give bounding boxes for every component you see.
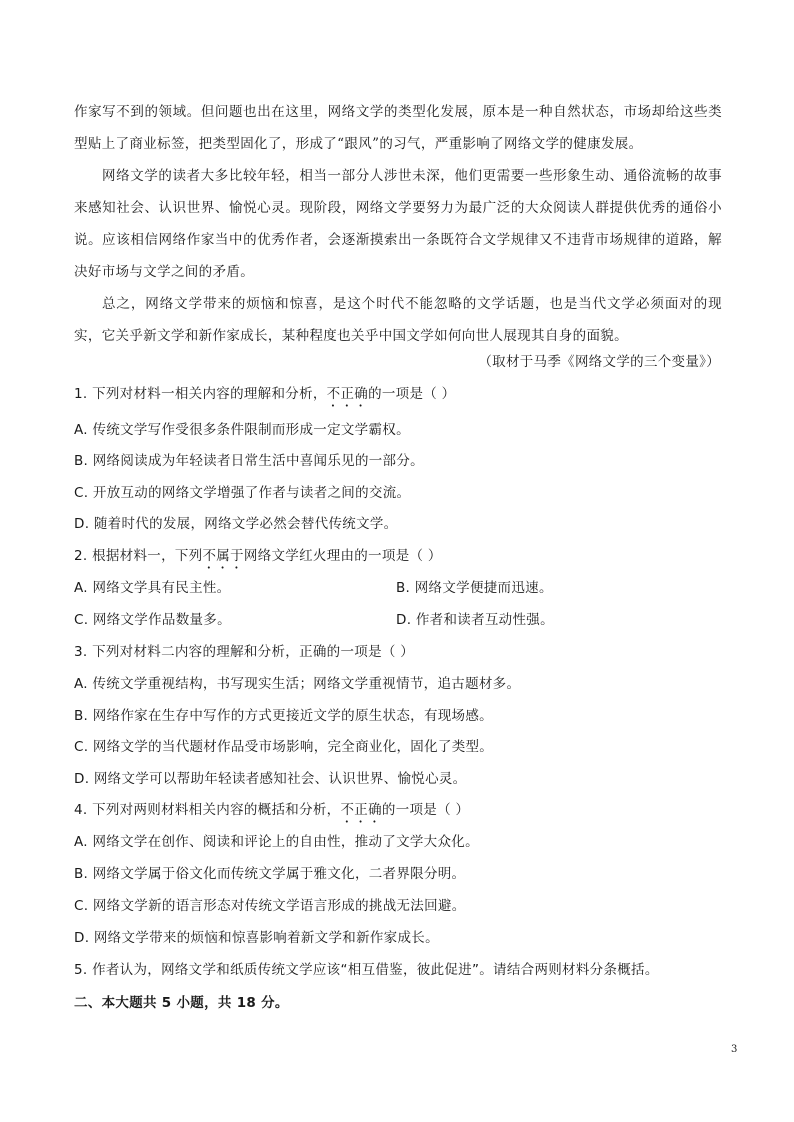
passage-line: 说。应该相信网络作家当中的优秀作者，会逐渐摸索出一条既符合文学规律又不违背市场规律的道路，解 (74, 232, 722, 248)
passage-line: 作家写不到的领域。但问题也出在这里，网络文学的类型化发展，原本是一种自然状态，市场却给这些类 (74, 104, 722, 120)
question-4-option-b: B. 网络文学属于俗文化而传统文学属于雅文化，二者界限分明。 (74, 866, 466, 882)
question-text: 2. 根据材料一，下列 (74, 548, 203, 564)
question-4-stem (74, 800, 734, 820)
question-2-option-b: B. 网络文学便捷而迅速。 (396, 580, 553, 596)
question-5-stem: 5. 作者认为，网络文学和纸质传统文学应该“相互借鉴，彼此促进”。请结合两则材料分条概括。 (74, 962, 659, 978)
emphasis-text: 不属于 (202, 548, 244, 564)
passage-line: 网络文学的读者大多比较年轻，相当一部分人涉世未深，他们更需要一些形象生动、通俗流畅的故事 (102, 168, 722, 184)
question-3-option-c: C. 网络文学的当代题材作品受市场影响，完全商业化，固化了类型。 (74, 739, 494, 755)
passage-line: 来感知社会、认识世界、愉悦心灵。现阶段，网络文学要努力为最广泛的大众阅读人群提供优秀的通俗小 (74, 200, 722, 216)
question-4-option-d: D. 网络文学带来的烦恼和惊喜影响着新文学和新作家成长。 (74, 930, 439, 946)
question-2-option-d: D. 作者和读者互动性强。 (396, 612, 554, 628)
question-3-option-b: B. 网络作家在生存中写作的方式更接近文学的原生状态，有现场感。 (74, 708, 493, 724)
passage-paragraph-2 (74, 160, 722, 288)
question-2-stem (74, 546, 734, 566)
question-text: 网络文学红火理由的一项是（ ） (243, 548, 442, 564)
page-number: 3 (731, 1044, 738, 1055)
passage-line: 型贴上了商业标签，把类型固化了，形成了“跟风”的习气，严重影响了网络文学的健康发展。 (74, 136, 643, 152)
question-3-option-d: D. 网络文学可以帮助年轻读者感知社会、认识世界、愉悦心灵。 (74, 771, 467, 787)
question-text: 1. 下列对材料一相关内容的理解和分析， (74, 386, 327, 402)
question-1-option-a: A. 传统文学写作受很多条件限制而形成一定文学霸权。 (74, 422, 410, 438)
section-2-heading: 二、本大题共 5 小题，共 18 分。 (74, 995, 289, 1011)
question-2-option-a: A. 网络文学具有民主性。 (74, 580, 231, 596)
emphasis-text: 不正确 (326, 386, 369, 402)
passage-paragraph-3 (74, 288, 722, 352)
question-4-option-c: C. 网络文学新的语言形态对传统文学语言形成的挑战无法回避。 (74, 898, 466, 914)
question-3-option-a: A. 传统文学重视结构，书写现实生活；网络文学重视情节，追古题材多。 (74, 676, 521, 692)
question-1-option-b: B. 网络阅读成为年轻读者日常生活中喜闻乐见的一部分。 (74, 453, 424, 469)
question-1-option-d: D. 随着时代的发展，网络文学必然会替代传统文学。 (74, 516, 398, 532)
question-text: 的一项是（ ） (368, 386, 456, 402)
question-text: 的一项是（ ） (381, 802, 470, 818)
question-1-stem (74, 384, 734, 404)
question-text: 4. 下列对两则材料相关内容的概括和分析， (74, 802, 341, 818)
question-4-option-a: A. 网络文学在创作、阅读和评论上的自由性，推动了文学大众化。 (74, 834, 479, 850)
question-2-option-c: C. 网络文学作品数量多。 (74, 612, 231, 628)
passage-line: 它关乎新文学和新作家成长，某种程度也关乎中国文学如何向世人展现其自身的面貌。 (101, 328, 629, 344)
emphasis-text: 不正确 (340, 802, 382, 818)
passage-source: （取材于马季《网络文学的三个变量》） (478, 354, 720, 370)
question-1-option-c: C. 开放互动的网络文学增强了作者与读者之间的交流。 (74, 485, 411, 501)
passage-paragraph-1 (74, 96, 722, 160)
passage-line: 总之，网络文学带来的烦恼和惊喜，是这个时代不能忽略的文学话题，也是当代文学必须面对的现实， (74, 296, 722, 344)
question-3-stem: 3. 下列对材料二内容的理解和分析，正确的一项是（ ） (74, 644, 415, 660)
passage-line: 决好市场与文学之间的矛盾。 (74, 264, 255, 280)
